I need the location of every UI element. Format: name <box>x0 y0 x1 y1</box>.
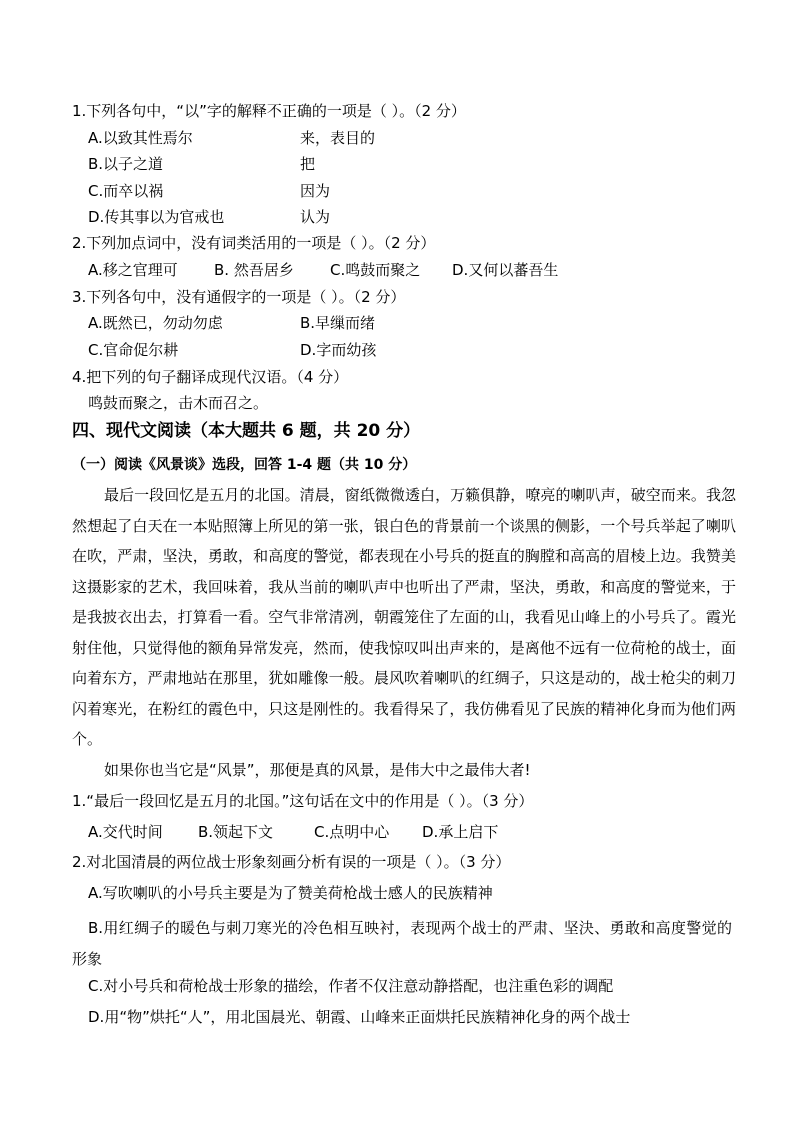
question-2-option-d: D.又何以蕃吾生 <box>452 261 559 279</box>
subsection-title: （一）阅读《风景谈》选段，回答 1-4 题（共 10 分） <box>72 457 417 473</box>
reading-question-1-stem: 1.“最后一段回忆是五月的北国。”这句话在文中的作用是（ ）。（3 分） <box>72 792 534 810</box>
question-1-option-d: D.传其事以为官戒也 <box>88 208 225 226</box>
reading-passage <box>72 480 736 785</box>
section-title: 四、现代文阅读（本大题共 6 题，共 20 分） <box>72 421 421 441</box>
reading-question-1-option-d: D.承上启下 <box>422 823 499 841</box>
reading-question-2-stem: 2.对北国清晨的两位战士形象刻画分析有误的一项是（ ）。（3 分） <box>72 853 511 871</box>
question-3-option-b: B.早缫而绪 <box>300 314 376 332</box>
question-2-option-c: C.鸣鼓而聚之 <box>330 261 421 279</box>
reading-question-1-option-b: B.领起下文 <box>198 823 274 841</box>
question-3-option-d: D.字而幼孩 <box>300 341 377 359</box>
question-2-option-a: A.移之官理可 <box>88 261 178 279</box>
passage-paragraph: 如果你也当它是“风景”，那便是真的风景，是伟大中之最伟大者! <box>104 760 531 779</box>
question-2-option-b: B. 然吾居乡 <box>214 261 294 279</box>
question-1-option-c-gloss: 因为 <box>300 182 331 200</box>
reading-question-2-option-d: D.用“物”烘托“人”，用北国晨光、朝霞、山峰来正面烘托民族精神化身的两个战士 <box>88 1008 631 1026</box>
question-3-stem: 3.下列各句中，没有通假字的一项是（ ）。（2 分） <box>72 288 406 306</box>
question-4-sentence: 鸣鼓而聚之，击木而召之。 <box>88 394 269 412</box>
reading-question-2-option-b: B.用红绸子的暖色与刺刀寒光的冷色相互映衬，表现两个战士的严肃、坚決、勇敢和高度警觉的形象 <box>72 919 732 968</box>
question-1-option-a: A.以致其性焉尔 <box>88 129 193 147</box>
question-1-stem: 1.下列各句中，“以”字的解释不正确的一项是（ ）。（2 分） <box>72 102 466 120</box>
passage-paragraph: 最后一段回忆是五月的北国。清晨，窗纸微微透白，万籁俱静，嘹亮的喇叭声，破空而来。我忽然想起了白天在一本贴照簿上所见的第一张，银白色的背景前一个谈黑的侧影，一个号兵举起了喇叭在吹，严肃，坚決，勇敢，和高度的警觉，都表现在小号兵的挺直的胸膛和高高的眉棱上边。我赞美这摄影家的艺术，我回味着，我从当前的喇叭声中也听出了严肃，坚決，勇敢，和高度的警觉来，于是我披衣出去，打算看一看。空气非常清冽，朝霞笼住了左面的山，我看见山峰上的小号兵了。霞光射住他，只觉得他的额角异常发亮，然而，使我惊叹叫出声来的，是离他不远有一位荷枪的战士，面向着东方，严肃地站在那里，犹如雕像一般。晨风吹着喇叭的红绸子，只这是动的，战士枪尖的刺刀闪着寒光，在粉红的霞色中，只这是刚性的。我看得呆了，我仿佛看见了民族的精神化身而为他们两个。 <box>72 486 736 748</box>
question-1-option-b: B.以子之道 <box>88 155 164 173</box>
question-1-option-c: C.而卒以祸 <box>88 182 164 200</box>
reading-question-2-option-b-wrap <box>72 913 732 974</box>
reading-question-2-option-c: C.对小号兵和荷枪战士形象的描绘，作者不仅注意动静搭配，也注重色彩的调配 <box>88 977 614 995</box>
question-1-option-b-gloss: 把 <box>300 155 316 173</box>
reading-question-1-option-c: C.点明中心 <box>314 823 390 841</box>
question-1-option-a-gloss: 来，表目的 <box>300 129 376 147</box>
question-4-stem: 4.把下列的句子翻译成现代汉语。（4 分） <box>72 368 349 386</box>
reading-question-2-option-a: A.写吹喇叭的小号兵主要是为了赞美荷枪战士感人的民族精神 <box>88 884 493 902</box>
reading-question-1-option-a: A.交代时间 <box>88 823 163 841</box>
question-2-stem: 2.下列加点词中，没有词类活用的一项是（ ）。（2 分） <box>72 234 436 252</box>
question-1-option-d-gloss: 认为 <box>300 208 331 226</box>
question-3-option-c: C.官命促尔耕 <box>88 341 179 359</box>
question-3-option-a: A.既然已，勿动勿虑 <box>88 314 223 332</box>
